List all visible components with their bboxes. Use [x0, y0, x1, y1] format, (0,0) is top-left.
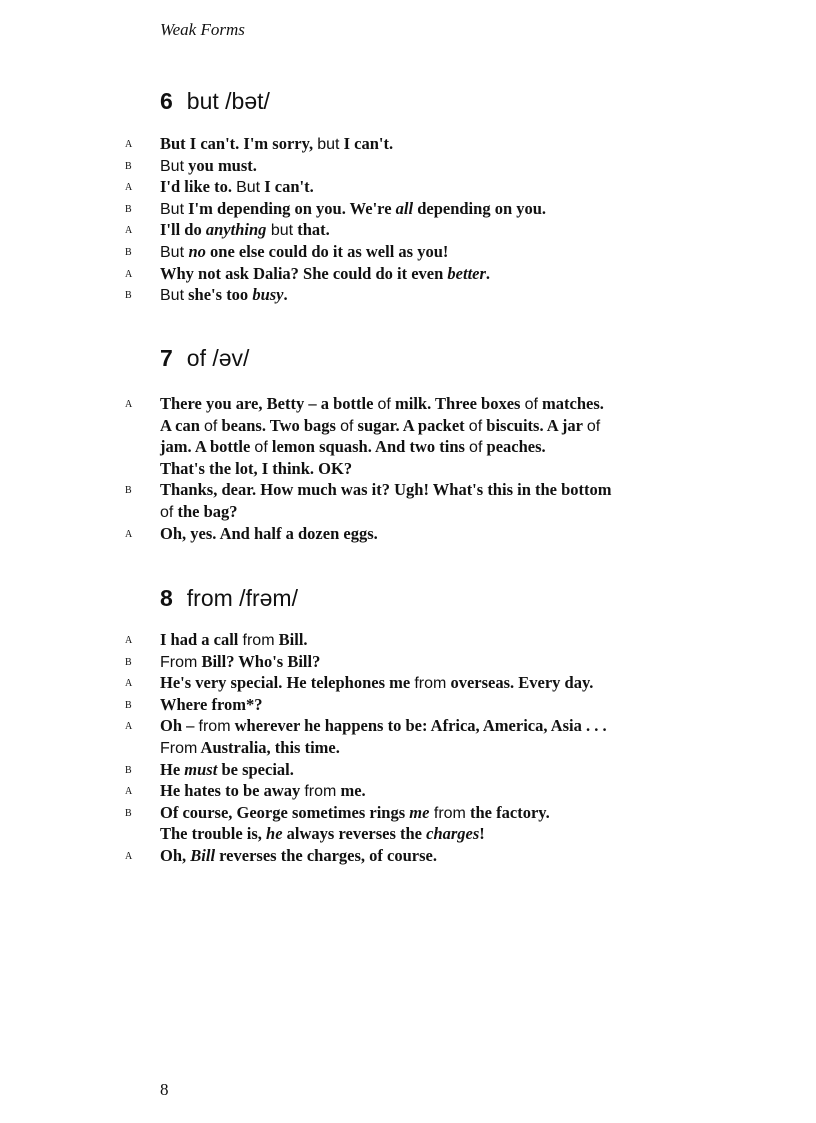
text-segment: be special.: [217, 759, 294, 779]
text-segment: that.: [293, 220, 330, 240]
text-segment: .: [283, 285, 288, 305]
text-segment: He: [160, 759, 185, 779]
dialogue-line: [0, 284, 816, 305]
dialogue-line: [0, 823, 816, 844]
dialogue-line: [0, 155, 816, 176]
speaker-label: A: [125, 225, 133, 237]
weak-form-word: but: [317, 136, 340, 153]
speaker-label: B: [125, 290, 132, 302]
weak-form-word: from: [242, 632, 275, 649]
weak-form-word: of: [469, 439, 483, 457]
text-segment: I had a call: [160, 630, 243, 649]
text-segment: Thanks, dear. How much was it? Ugh! What's this in the bottom: [160, 480, 612, 500]
text-segment: Australia, this time.: [197, 738, 340, 757]
dialogue-line: [0, 523, 816, 544]
section-title: but /bət/: [186, 88, 270, 114]
line-text: [160, 501, 238, 523]
line-text: [160, 284, 288, 306]
text-segment: the factory.: [465, 802, 550, 822]
text-segment: always reverses the: [282, 824, 427, 844]
dialogue-line: [0, 780, 816, 801]
text-segment: milk. Three boxes: [390, 394, 525, 413]
weak-form-word: of: [524, 396, 538, 413]
dialogue-line: [0, 263, 816, 284]
weak-form-word: But: [236, 179, 261, 197]
running-head: Weak Forms: [160, 20, 245, 39]
text-segment: peaches.: [482, 437, 546, 457]
text-segment: you must.: [184, 155, 257, 175]
dialogue-line: [0, 715, 816, 736]
line-text: [160, 759, 294, 780]
text-segment: He hates to be away: [160, 781, 305, 801]
weak-form-word: from: [304, 783, 337, 801]
speaker-label: B: [125, 247, 132, 258]
text-segment: one else could do it as well as you!: [205, 242, 449, 261]
text-segment: But I can't. I'm sorry,: [160, 134, 318, 153]
dialogue-line: [0, 393, 816, 414]
text-segment: He's very special. He telephones me: [160, 673, 415, 693]
dialogue-line: [0, 629, 816, 650]
weak-form-word: from: [198, 718, 231, 736]
weak-form-word: But: [160, 244, 189, 261]
stressed-word: me: [409, 802, 430, 822]
line-text: [160, 198, 546, 220]
text-segment: Bill.: [274, 630, 308, 649]
dialogue-line: [0, 241, 816, 262]
stressed-word: charges: [426, 824, 480, 844]
speaker-label: A: [125, 268, 133, 280]
speaker-label: A: [125, 786, 133, 798]
stressed-word: he: [266, 824, 283, 844]
text-segment: lemon squash. And two tins: [267, 437, 470, 457]
dialogue-line: [0, 802, 816, 823]
text-segment: the bag?: [173, 502, 238, 521]
dialogue-line: [0, 694, 816, 715]
text-segment: Oh –: [160, 716, 199, 736]
line-text: [160, 694, 263, 715]
text-segment: I can't.: [339, 134, 394, 153]
text-segment: Bill? Who's Bill?: [197, 651, 321, 671]
text-segment: I'll do: [160, 220, 206, 240]
weak-form-word: of: [204, 417, 218, 435]
stressed-word: no: [188, 242, 206, 261]
line-text: [160, 219, 330, 241]
stressed-word: better: [447, 263, 486, 283]
line-text: [160, 523, 378, 544]
line-text: [160, 133, 393, 155]
section-title: of /əv/: [186, 345, 250, 371]
text-segment: A can: [160, 415, 205, 435]
speaker-label: A: [125, 528, 133, 540]
stressed-word: busy: [252, 285, 284, 305]
weak-form-word: From: [160, 653, 198, 671]
weak-form-word: From: [160, 740, 198, 757]
weak-form-word: But: [160, 287, 185, 305]
section-heading: [160, 585, 298, 612]
line-text: [160, 737, 340, 759]
text-segment: !: [479, 824, 485, 844]
text-segment: There you are, Betty – a bottle: [160, 394, 378, 413]
text-segment: jam. A bottle: [160, 437, 255, 457]
page-number: 8: [160, 1080, 169, 1099]
weak-form-word: from: [414, 675, 447, 693]
speaker-label: B: [125, 764, 132, 776]
line-text: [160, 845, 437, 866]
line-text: [160, 479, 612, 500]
weak-form-word: of: [160, 504, 174, 521]
weak-form-word: of: [377, 396, 391, 413]
dialogue-line: [0, 219, 816, 240]
dialogue-line: [0, 436, 816, 457]
text-segment: I'm depending on you. We're: [184, 198, 396, 218]
section-number: 8: [160, 585, 173, 611]
section-title: from /frəm/: [186, 585, 298, 611]
text-segment: matches.: [537, 394, 604, 413]
section-number: 7: [160, 345, 173, 371]
stressed-word: all: [395, 198, 414, 218]
line-text: [160, 263, 490, 284]
weak-form-word: of: [586, 417, 601, 435]
line-text: [160, 176, 314, 198]
dialogue-line: [0, 415, 816, 436]
speaker-label: A: [125, 635, 133, 646]
speaker-label: A: [125, 399, 133, 410]
line-text: [160, 436, 546, 458]
text-segment: I can't.: [260, 177, 314, 197]
stressed-word: must: [184, 759, 218, 779]
weak-form-word: But: [160, 200, 185, 218]
text-segment: reverses the charges, of course.: [215, 846, 437, 865]
text-segment: Oh, yes. And half a dozen eggs.: [160, 523, 378, 543]
stressed-word: anything: [205, 220, 267, 240]
section-number: 6: [160, 88, 173, 114]
text-segment: me.: [336, 781, 366, 801]
line-text: [160, 155, 257, 177]
text-segment: .: [485, 263, 491, 283]
line-text: [160, 823, 485, 844]
text-segment: beans. Two bags: [217, 415, 341, 435]
weak-form-word: but: [266, 222, 294, 240]
dialogue-line: [0, 737, 816, 758]
speaker-label: B: [125, 203, 132, 215]
text-segment: biscuits. A jar: [482, 415, 587, 435]
line-text: [160, 415, 600, 437]
text-segment: sugar. A packet: [353, 415, 469, 435]
weak-form-word: of: [468, 417, 483, 435]
dialogue-line: [0, 133, 816, 154]
speaker-label: A: [125, 182, 133, 194]
line-text: [160, 629, 308, 651]
stressed-word: Bill: [190, 846, 216, 865]
dialogue-line: [0, 479, 816, 500]
section-heading: [160, 88, 270, 115]
line-text: [160, 672, 593, 694]
dialogue-line: [0, 458, 816, 479]
dialogue-line: [0, 845, 816, 866]
text-segment: Oh,: [160, 846, 191, 865]
speaker-label: A: [125, 851, 133, 862]
dialogue-line: [0, 198, 816, 219]
text-segment: Where from*?: [160, 694, 263, 714]
text-segment: depending on you.: [413, 198, 547, 218]
weak-form-word: of: [254, 439, 268, 457]
text-segment: I'd like to.: [160, 177, 237, 197]
line-text: [160, 651, 320, 673]
speaker-label: B: [125, 699, 132, 711]
speaker-label: B: [125, 160, 132, 172]
line-text: [160, 393, 604, 415]
line-text: [160, 802, 550, 824]
speaker-label: B: [125, 485, 132, 497]
text-segment: Why not ask Dalia? She could do it even: [160, 263, 448, 283]
speaker-label: A: [125, 678, 133, 690]
dialogue-line: [0, 651, 816, 672]
dialogue-line: [0, 672, 816, 693]
line-text: [160, 780, 366, 802]
speaker-label: B: [125, 807, 132, 819]
text-segment: Of course, George sometimes rings: [160, 802, 410, 822]
speaker-label: B: [125, 656, 132, 668]
weak-form-word: But: [160, 157, 185, 175]
dialogue-line: [0, 501, 816, 522]
weak-form-word: of: [340, 417, 354, 435]
line-text: [160, 458, 352, 479]
text-segment: That's the lot, I think. OK?: [160, 458, 353, 478]
dialogue-line: [0, 759, 816, 780]
dialogue-line: [0, 176, 816, 197]
speaker-label: A: [125, 721, 133, 733]
weak-form-word: from: [429, 804, 466, 822]
text-segment: overseas. Every day.: [446, 673, 594, 693]
section-heading: [160, 345, 249, 372]
line-text: [160, 715, 607, 737]
speaker-label: A: [125, 139, 133, 150]
text-segment: The trouble is,: [160, 824, 267, 844]
text-segment: she's too: [184, 285, 253, 305]
text-segment: wherever he happens to be: Africa, America, Asia . . .: [230, 716, 607, 736]
line-text: [160, 241, 448, 263]
